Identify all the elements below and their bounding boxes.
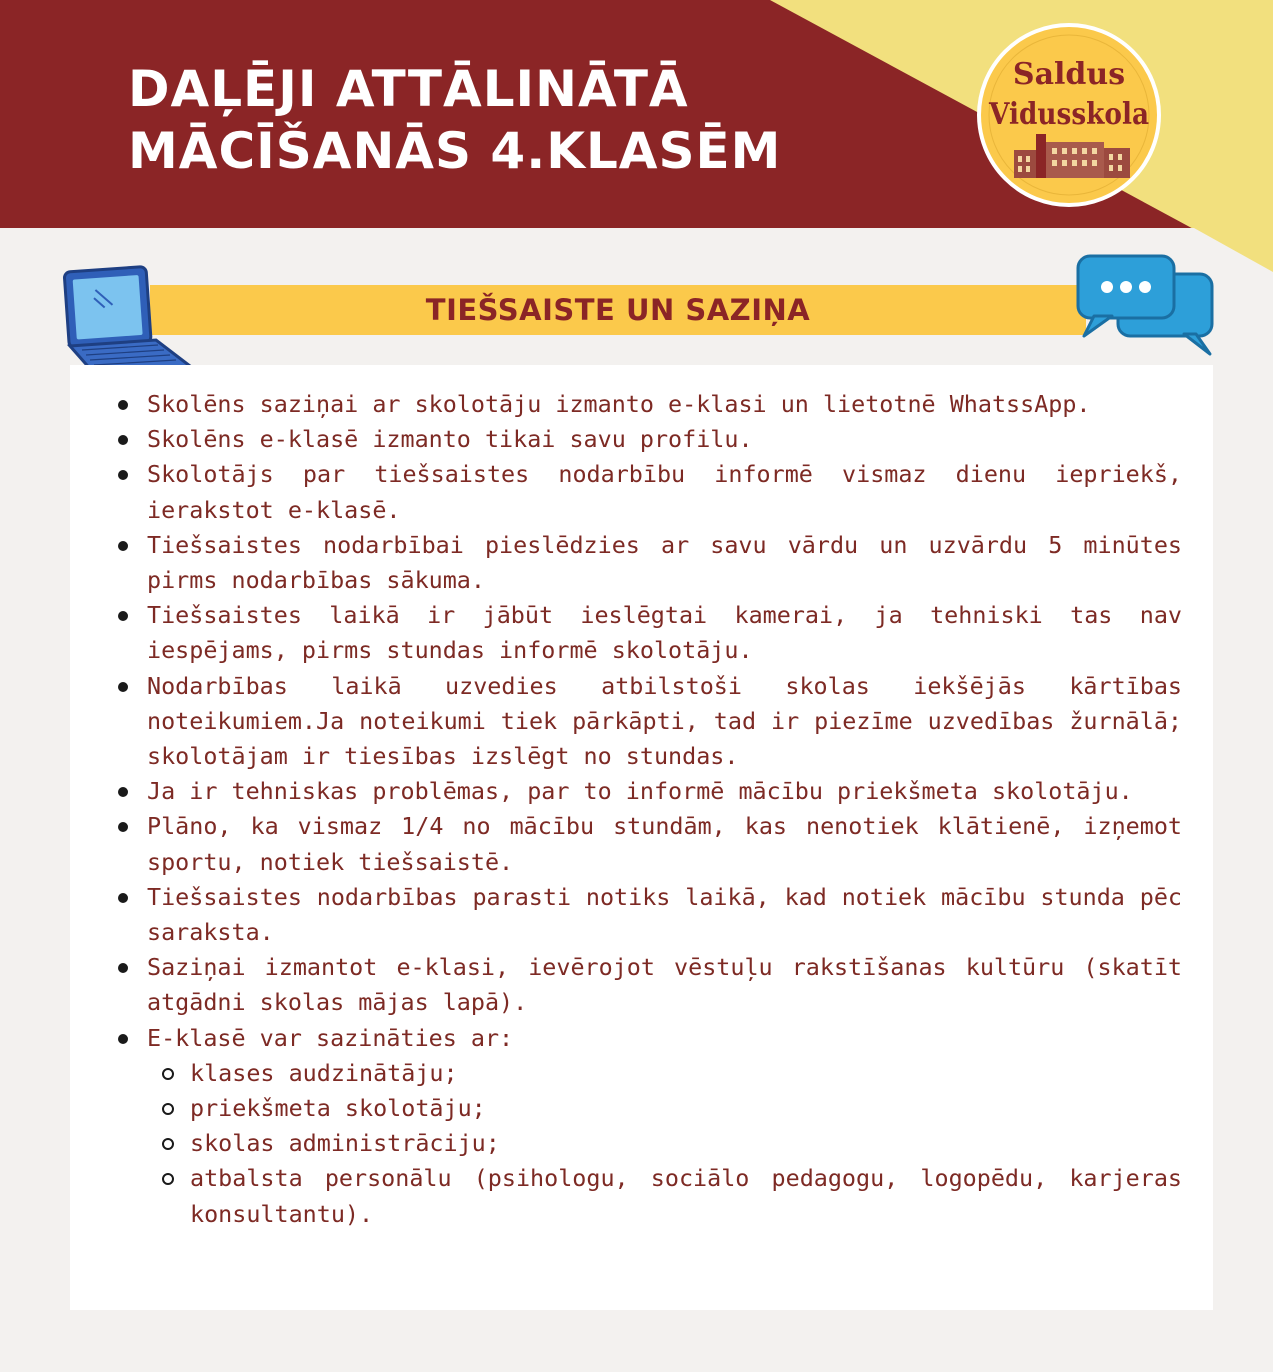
list-item: Skolēns saziņai ar skolotāju izmanto e-klasi un lietotnē WhatssApp.: [147, 387, 1182, 422]
list-item: Skolotājs par tiešsaistes nodarbību informē vismaz dienu iepriekš, ierakstot e-klasē.: [147, 457, 1182, 527]
page-title: [128, 58, 781, 182]
school-logo: [976, 22, 1162, 208]
logo-text-vidusskola: Vidusskola: [988, 97, 1149, 132]
section-banner: [150, 285, 1086, 335]
logo-text-saldus: Saldus: [1012, 57, 1126, 92]
contacts-intro: E-klasē var sazināties ar:: [147, 1023, 514, 1052]
sub-list-item: klases audzinātāju;: [190, 1056, 1182, 1091]
list-item: Skolēns e-klasē izmanto tikai savu profilu.: [147, 422, 1182, 457]
page-title-line-1: DAĻĒJI ATTĀLINĀTĀ: [128, 60, 689, 118]
section-title: TIEŠSAISTE UN SAZIŅA: [425, 293, 811, 327]
sub-list-item: priekšmeta skolotāju;: [190, 1091, 1182, 1126]
list-item: Tiešsaistes nodarbībai pieslēdzies ar savu vārdu un uzvārdu 5 minūtes pirms nodarbības sākuma.: [147, 528, 1182, 598]
list-item: Plāno, ka vismaz 1/4 no mācību stundām, kas nenotiek klātienē, izņemot sportu, notiek tiešsaistē.: [147, 809, 1182, 879]
rules-list: [147, 387, 1182, 1232]
list-item: Tiešsaistes nodarbības parasti notiks laikā, kad notiek mācību stunda pēc saraksta.: [147, 880, 1182, 950]
sub-list-item: atbalsta personālu (psihologu, sociālo pedagogu, logopēdu, karjeras konsultantu).: [190, 1161, 1182, 1231]
chat-bubbles-icon: [1074, 252, 1216, 360]
list-item: Nodarbības laikā uzvedies atbilstoši skolas iekšējās kārtības noteikumiem.Ja noteikumi tiek pārkāpti, tad ir piezīme uzvedības žurnālā; skolotājam ir tiesības izslēgt no stundas.: [147, 669, 1182, 775]
list-item: Tiešsaistes laikā ir jābūt ieslēgtai kamerai, ja tehniski tas nav iespējams, pirms stundas informē skolotāju.: [147, 598, 1182, 668]
sub-list-item: skolas administrāciju;: [190, 1126, 1182, 1161]
page-title-line-2: MĀCĪŠANĀS 4.KLASĒM: [128, 122, 782, 180]
list-item-contacts: [147, 1021, 1182, 1232]
list-item: Ja ir tehniskas problēmas, par to informē mācību priekšmeta skolotāju.: [147, 774, 1182, 809]
list-item: Saziņai izmantot e-klasi, ievērojot vēstuļu rakstīšanas kultūru (skatīt atgādni skolas mājas lapā).: [147, 950, 1182, 1020]
rules-card: [70, 365, 1213, 1310]
contacts-sublist: [147, 1056, 1182, 1232]
